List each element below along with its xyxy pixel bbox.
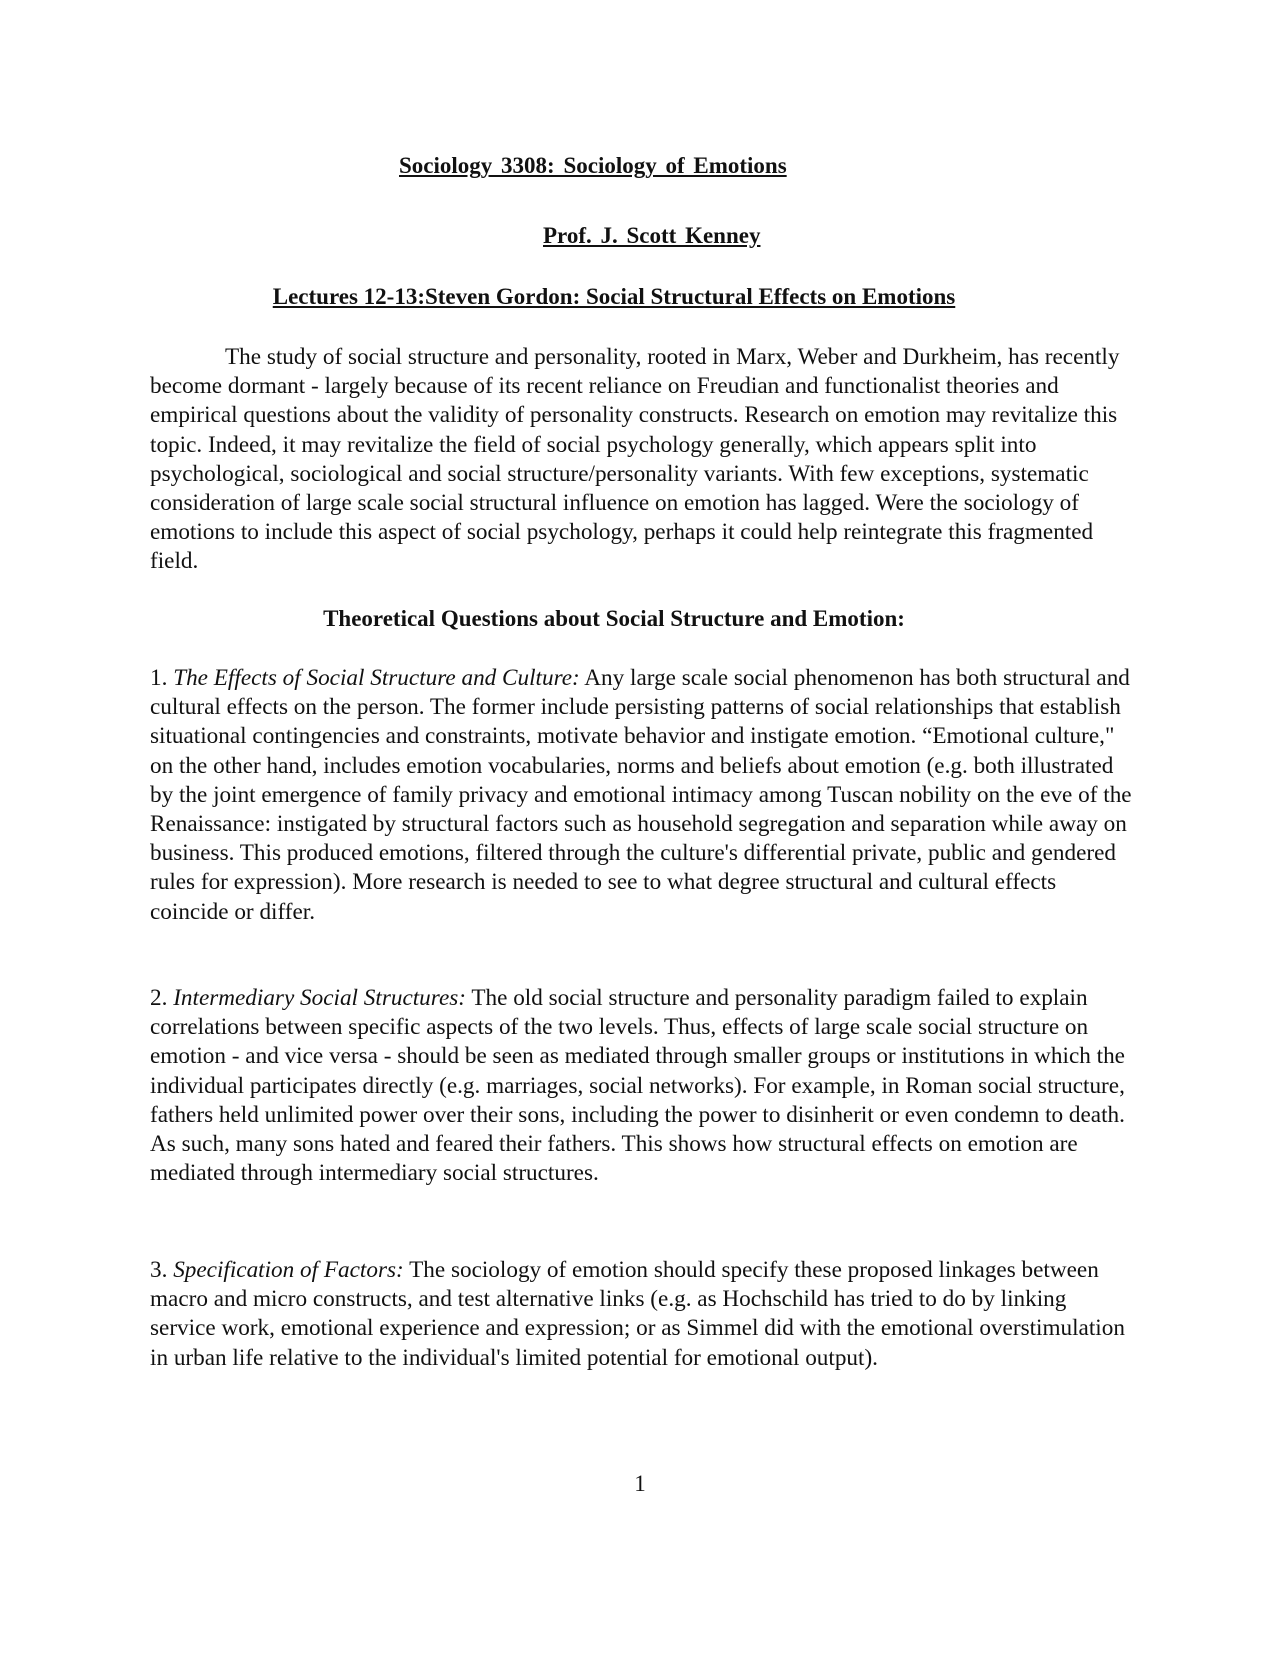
question-1-number: 1.: [150, 665, 174, 691]
question-3-number: 3.: [150, 1257, 174, 1283]
question-1-paragraph: [150, 664, 1132, 927]
question-3-body: The sociology of emotion should specify these proposed linkages between macro and micro constructs, and test alternative links (e.g. as Hochschild has tried to do by linking service work, emotional experience and expression; or as Simmel did with the emotional overstimulation in urban life relative to the individual's limited potential for emotional output).: [150, 1257, 1125, 1371]
section-heading: Theoretical Questions about Social Structure and Emotion:: [323, 606, 905, 631]
professor-name: Prof. J. Scott Kenney: [543, 223, 761, 248]
question-3-paragraph: [150, 1256, 1132, 1373]
question-2-title: Intermediary Social Structures:: [173, 985, 466, 1011]
question-2-paragraph: [150, 984, 1132, 1188]
question-3-title: Specification of Factors:: [173, 1257, 404, 1283]
lecture-title: Lectures 12-13:Steven Gordon: Social Structural Effects on Emotions: [272, 284, 956, 309]
question-2-body: The old social structure and personality paradigm failed to explain correlations between specific aspects of the two levels. Thus, effects of large scale social structure on emotion - and vice versa - should be seen as mediated through smaller groups or institutions in which the individual participates directly (e.g. marriages, social networks). For example, in Roman social structure, fathers held unlimited power over their sons, including the power to disinherit or even condemn to death. As such, many sons hated and feared their fathers. This shows how structural effects on emotion are mediated through intermediary social structures.: [150, 985, 1125, 1187]
course-title: Sociology 3308: Sociology of Emotions: [399, 153, 787, 178]
question-1-title: The Effects of Social Structure and Culture:: [173, 665, 580, 691]
question-1-body: Any large scale social phenomenon has both structural and cultural effects on the person. The former include persisting patterns of social relationships that establish situational contingencies and constraints, motivate behavior and instigate emotion. “Emotional culture," on the other hand, includes emotion vocabularies, norms and beliefs about emotion (e.g. both illustrated by the joint emergence of family privacy and emotional intimacy among Tuscan nobility on the eve of the Renaissance: instigated by structural factors such as household segregation and separation while away on business. This produced emotions, filtered through the culture's differential private, public and gendered rules for expression). More research is needed to see to what degree structural and cultural effects coincide or differ.: [150, 665, 1132, 925]
question-2-number: 2.: [150, 985, 174, 1011]
intro-paragraph: The study of social structure and personality, rooted in Marx, Weber and Durkheim, has recently become dormant - largely because of its recent reliance on Freudian and functionalist theories and empirical questions about the validity of personality constructs. Research on emotion may revitalize this topic. Indeed, it may revitalize the field of social psychology generally, which appears split into psychological, sociological and social structure/personality variants. With few exceptions, systematic consideration of large scale social structural influence on emotion has lagged. Were the sociology of emotions to include this aspect of social psychology, perhaps it could help reintegrate this fragmented field.: [150, 344, 1120, 575]
page-number: 1: [634, 1471, 646, 1496]
